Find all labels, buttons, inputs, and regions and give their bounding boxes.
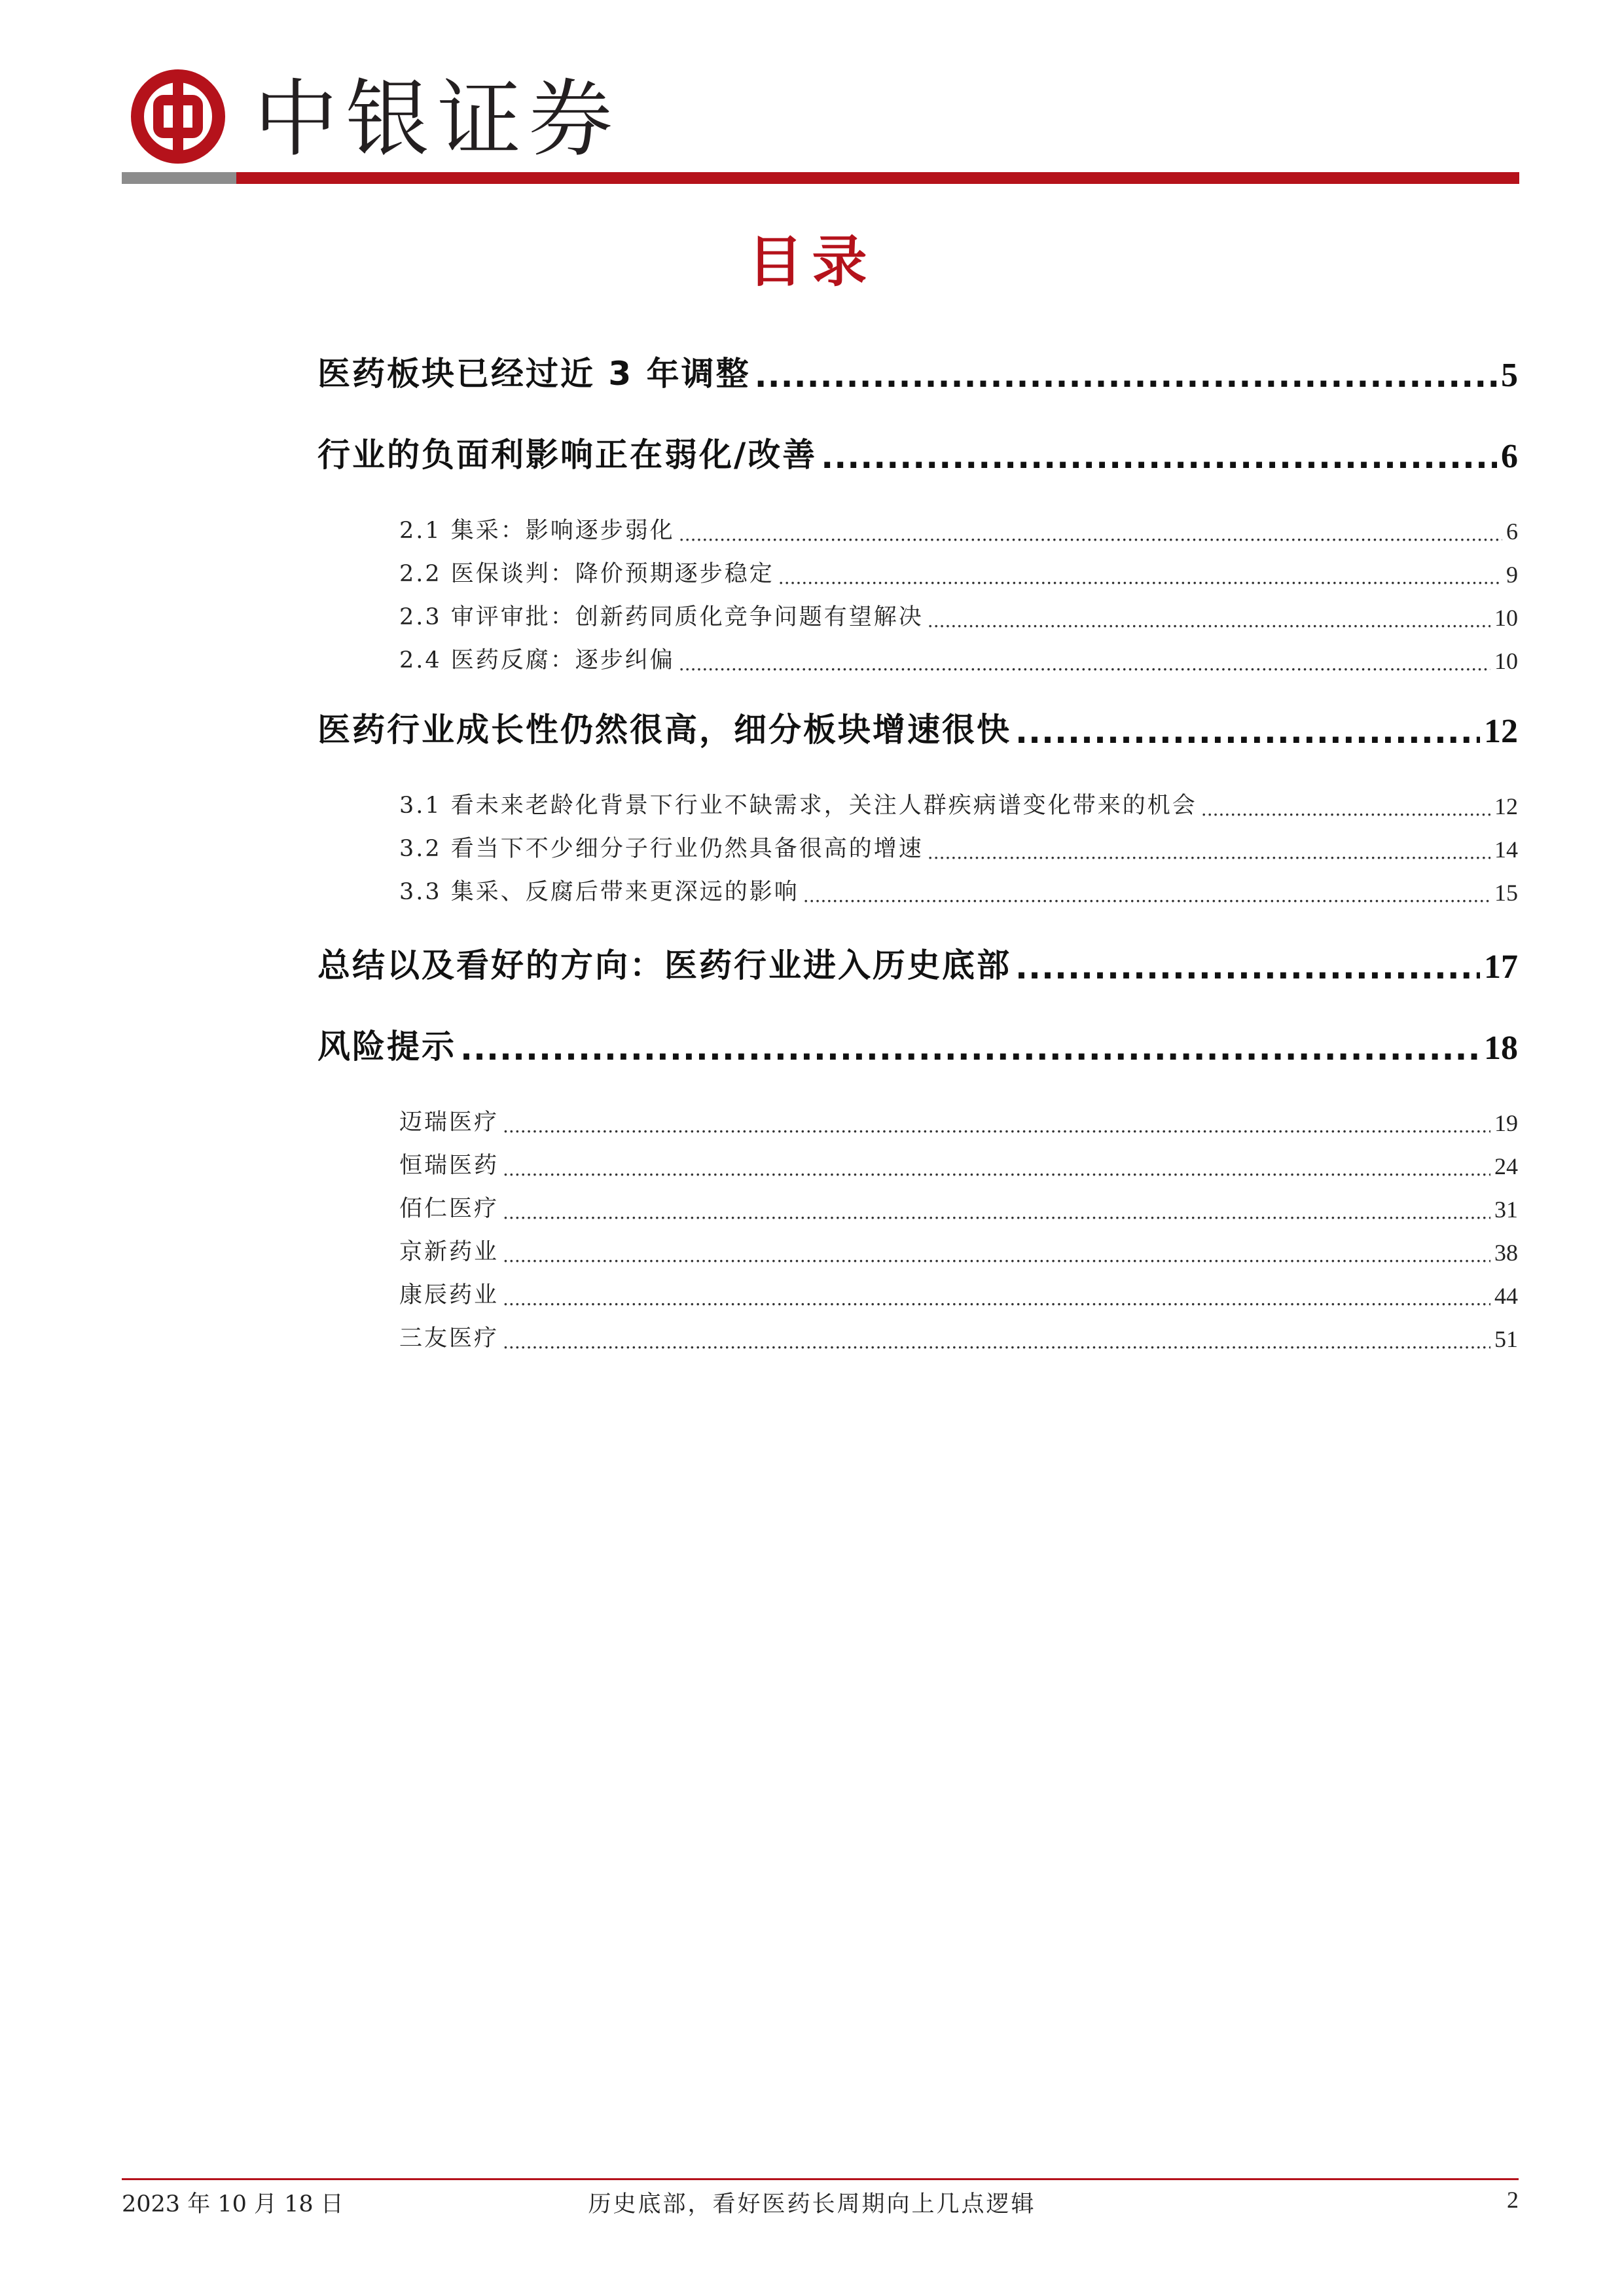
toc-entry-label: 2.2 医保谈判：降价预期逐步稳定 bbox=[399, 561, 774, 587]
toc-entry-company-1[interactable] bbox=[399, 1104, 1518, 1137]
toc-entry-page: 24 bbox=[1494, 1153, 1518, 1179]
toc-entry-label: 京新药业 bbox=[399, 1239, 499, 1265]
toc-entry-label: 行业的负面利影响正在弱化/改善 bbox=[317, 436, 818, 474]
toc-entry-label: 3.3 集采、反腐后带来更深远的影响 bbox=[399, 879, 799, 905]
toc-entry-label: 三友医疗 bbox=[399, 1325, 499, 1352]
dot-leader bbox=[503, 1158, 1490, 1180]
toc-entry-2-1[interactable] bbox=[399, 512, 1518, 545]
toc-entry-label: 3.1 看未来老龄化背景下行业不缺需求，关注人群疾病谱变化带来的机会 bbox=[399, 793, 1197, 819]
toc-entry-section-4[interactable] bbox=[317, 941, 1518, 986]
toc-entry-company-6[interactable] bbox=[399, 1320, 1518, 1353]
dot-leader bbox=[679, 653, 1490, 675]
dot-leader bbox=[679, 524, 1502, 545]
dot-leader bbox=[755, 357, 1497, 395]
toc-entry-label: 风险提示 bbox=[317, 1028, 456, 1066]
toc-entry-page: 38 bbox=[1494, 1240, 1518, 1266]
toc-entry-label: 2.3 审评审批：创新药同质化竞争问题有望解决 bbox=[399, 604, 924, 630]
toc-entry-2-4[interactable] bbox=[399, 642, 1518, 675]
dot-leader bbox=[803, 885, 1490, 906]
toc-entry-page: 44 bbox=[1494, 1283, 1518, 1309]
brand-name: 中银证券 bbox=[254, 71, 621, 168]
toc-entry-label: 恒瑞医药 bbox=[399, 1153, 499, 1179]
toc-entry-section-1[interactable] bbox=[317, 349, 1518, 395]
toc-entry-page: 6 bbox=[1501, 438, 1518, 475]
toc-entry-page: 10 bbox=[1494, 605, 1518, 631]
dot-leader bbox=[928, 610, 1490, 632]
toc-entry-2-2[interactable] bbox=[399, 556, 1518, 588]
toc-entry-label: 医药行业成长性仍然很高，细分板块增速很快 bbox=[317, 711, 1011, 749]
toc-entry-page: 12 bbox=[1484, 713, 1518, 750]
dot-leader bbox=[1015, 948, 1480, 986]
dot-leader bbox=[1201, 798, 1490, 820]
toc-entry-page: 6 bbox=[1506, 518, 1518, 545]
dot-leader bbox=[778, 567, 1502, 588]
toc-entry-label: 康辰药业 bbox=[399, 1282, 499, 1308]
dot-leader bbox=[821, 438, 1497, 476]
toc-entry-label: 2.1 集采：影响逐步弱化 bbox=[399, 518, 675, 544]
toc-entry-page: 19 bbox=[1494, 1110, 1518, 1136]
toc-entry-section-2[interactable] bbox=[317, 430, 1518, 476]
dot-leader bbox=[460, 1030, 1480, 1067]
toc-entry-page: 9 bbox=[1506, 562, 1518, 588]
dot-leader bbox=[1015, 713, 1480, 751]
dot-leader bbox=[503, 1331, 1490, 1353]
toc-entry-company-4[interactable] bbox=[399, 1234, 1518, 1266]
toc-entry-page: 12 bbox=[1494, 793, 1518, 819]
toc-entry-page: 15 bbox=[1494, 880, 1518, 906]
toc-entry-company-2[interactable] bbox=[399, 1147, 1518, 1180]
toc-entry-page: 17 bbox=[1484, 948, 1518, 986]
toc-entry-page: 5 bbox=[1501, 357, 1518, 394]
toc-entry-page: 14 bbox=[1494, 836, 1518, 863]
footer-rule bbox=[122, 2178, 1519, 2180]
toc-entry-3-2[interactable] bbox=[399, 831, 1518, 863]
toc-entry-label: 佰仁医疗 bbox=[399, 1196, 499, 1222]
toc-entry-company-5[interactable] bbox=[399, 1277, 1518, 1310]
toc-entry-3-3[interactable] bbox=[399, 874, 1518, 906]
dot-leader bbox=[503, 1245, 1490, 1266]
toc-entry-page: 10 bbox=[1494, 648, 1518, 674]
toc-entry-label: 迈瑞医疗 bbox=[399, 1109, 499, 1136]
toc-entry-2-3[interactable] bbox=[399, 599, 1518, 632]
toc-entry-label: 2.4 医药反腐：逐步纠偏 bbox=[399, 647, 675, 673]
toc-entry-label: 总结以及看好的方向：医药行业进入历史底部 bbox=[317, 946, 1011, 984]
footer-report-title: 历史底部，看好医药长周期向上几点逻辑 bbox=[588, 2191, 1036, 2217]
footer-page-number: 2 bbox=[1507, 2187, 1519, 2213]
dot-leader bbox=[503, 1115, 1490, 1137]
footer-date: 2023 年 10 月 18 日 bbox=[122, 2191, 344, 2217]
toc-entry-page: 18 bbox=[1484, 1030, 1518, 1067]
toc-entry-page: 31 bbox=[1494, 1196, 1518, 1223]
toc-entry-label: 3.2 看当下不少细分子行业仍然具备很高的增速 bbox=[399, 836, 924, 862]
toc-title: 目录 bbox=[748, 230, 876, 294]
toc-entry-company-3[interactable] bbox=[399, 1191, 1518, 1223]
toc-entry-section-5[interactable] bbox=[317, 1022, 1518, 1067]
toc-entry-label: 医药板块已经过近 3 年调整 bbox=[317, 355, 751, 393]
toc-entry-section-3[interactable] bbox=[317, 705, 1518, 751]
toc-entry-3-1[interactable] bbox=[399, 787, 1518, 820]
dot-leader bbox=[928, 842, 1490, 863]
dot-leader bbox=[503, 1288, 1490, 1310]
dot-leader bbox=[503, 1202, 1490, 1223]
toc-entry-page: 51 bbox=[1494, 1326, 1518, 1352]
